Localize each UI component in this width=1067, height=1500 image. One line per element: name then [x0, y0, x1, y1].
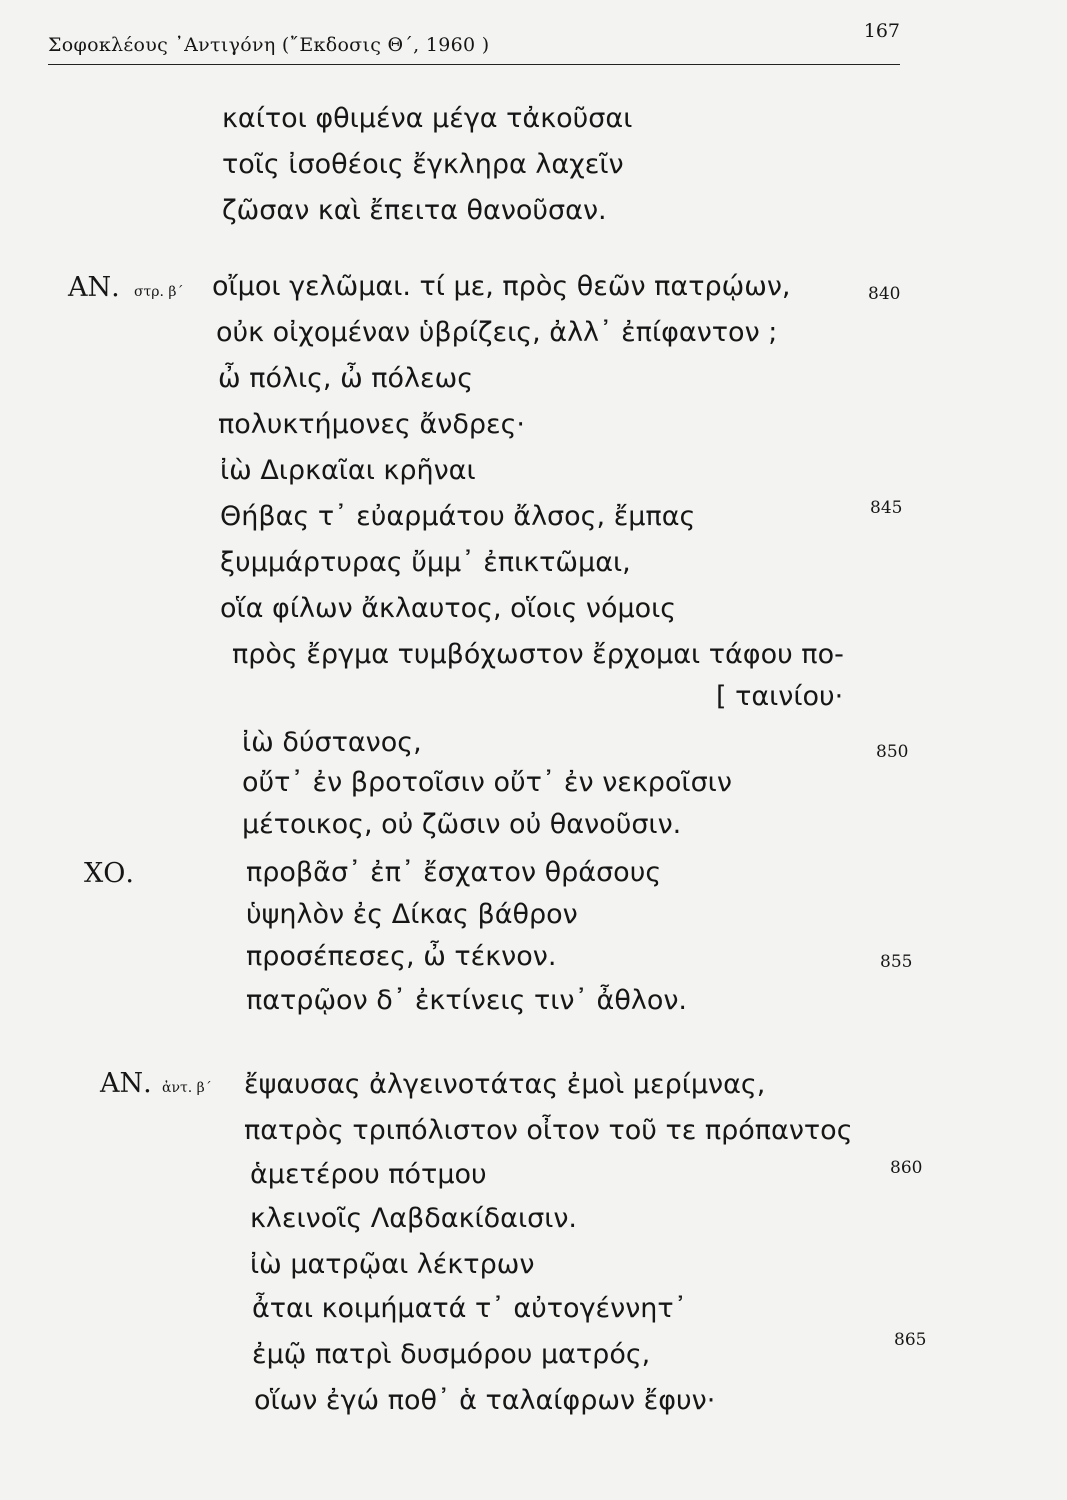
verse-line: [ ταινίου·: [716, 681, 844, 712]
strophe-mark: στρ. β΄: [134, 284, 184, 300]
line-number: 855: [880, 952, 913, 972]
verse-line: πρὸς ἔργμα τυμβόχωστον ἔρχομαι τάφου πο-: [232, 639, 844, 670]
verse-line: πατρὸς τριπόλιστον οἶτον τοῦ τε πρόπαντος: [244, 1115, 853, 1146]
line-number: 860: [890, 1158, 923, 1178]
page-number: 167: [863, 20, 900, 42]
verse-line: οὔτ᾿ ἐν βροτοῖσιν οὔτ᾿ ἐν νεκροῖσιν: [242, 767, 732, 798]
verse-line: ὦ πόλις, ὦ πόλεως: [218, 363, 474, 394]
verse-line: ἰὼ Διρκαῖαι κρῆναι: [220, 455, 476, 486]
verse-line: ξυμμάρτυρας ὔμμ᾿ ἐπικτῶμαι,: [220, 547, 631, 578]
verse-line: οἴμοι γελῶμαι. τί με, πρὸς θεῶν πατρῴων,: [212, 271, 791, 302]
verse-line: ἆται κοιμήματά τ᾿ αὐτογέννητ᾿: [252, 1293, 688, 1324]
verse-line: ἔψαυσας ἀλγεινοτάτας ἐμοὶ μερίμνας,: [244, 1069, 766, 1100]
verse-line: ἰὼ ματρῷαι λέκτρων: [250, 1249, 535, 1280]
verse-line: οἵων ἐγώ ποθ᾿ ἁ ταλαίφρων ἔφυν·: [254, 1385, 716, 1416]
verse-line: οἵα φίλων ἄκλαυτος, οἵοις νόμοις: [220, 593, 677, 624]
antistrophe-mark: ἀντ. β΄: [162, 1080, 212, 1096]
verse-line: ζῶσαν καὶ ἔπειτα θανοῦσαν.: [222, 195, 607, 226]
verse-line: μέτοικος, οὐ ζῶσιν οὐ θανοῦσιν.: [242, 809, 682, 840]
verse-line: πατρῷον δ᾿ ἐκτίνεις τιν᾿ ἆθλον.: [246, 985, 688, 1016]
verse-line: πολυκτήμονες ἄνδρες·: [218, 409, 526, 440]
verse-line: ὑψηλὸν ἐς Δίκας βάθρον: [246, 899, 578, 930]
line-number: 850: [876, 742, 909, 762]
verse-line: ἐμῷ πατρὶ δυσμόρου ματρός,: [252, 1339, 651, 1370]
verse-line: ἰὼ δύστανος,: [242, 727, 422, 758]
verse-line: προβᾶσ᾿ ἐπ᾿ ἔσχατον θράσους: [246, 857, 662, 888]
verse-line: προσέπεσες, ὦ τέκνον.: [246, 941, 557, 972]
verse-line: καίτοι φθιμένα μέγα τἀκοῦσαι: [222, 103, 633, 134]
line-number: 845: [870, 498, 903, 518]
verse-line: κλεινοῖς Λαβδακίδαισιν.: [250, 1203, 578, 1234]
verse-line: ἁμετέρου πότμου: [250, 1159, 487, 1190]
speaker-label: ΑΝ.: [100, 1068, 152, 1099]
line-number: 840: [868, 284, 901, 304]
speaker-label: ΑΝ.: [68, 272, 120, 303]
verse-line: οὐκ οἰχομέναν ὑβρίζεις, ἀλλ᾿ ἐπίφαντον ;: [216, 317, 778, 348]
running-head: Σοφοκλέους ᾿Αντιγόνη (῎Εκδοσις Θ΄, 1960 ): [48, 34, 490, 56]
speaker-label: ΧΟ.: [84, 858, 134, 889]
verse-line: τοῖς ἰσοθέοις ἔγκληρα λαχεῖν: [222, 149, 624, 180]
verse-line: Θήβας τ᾿ εὐαρμάτου ἄλσος, ἔμπας: [220, 501, 696, 532]
page-header: [48, 20, 900, 64]
line-number: 865: [894, 1330, 927, 1350]
header-rule: [48, 64, 900, 65]
